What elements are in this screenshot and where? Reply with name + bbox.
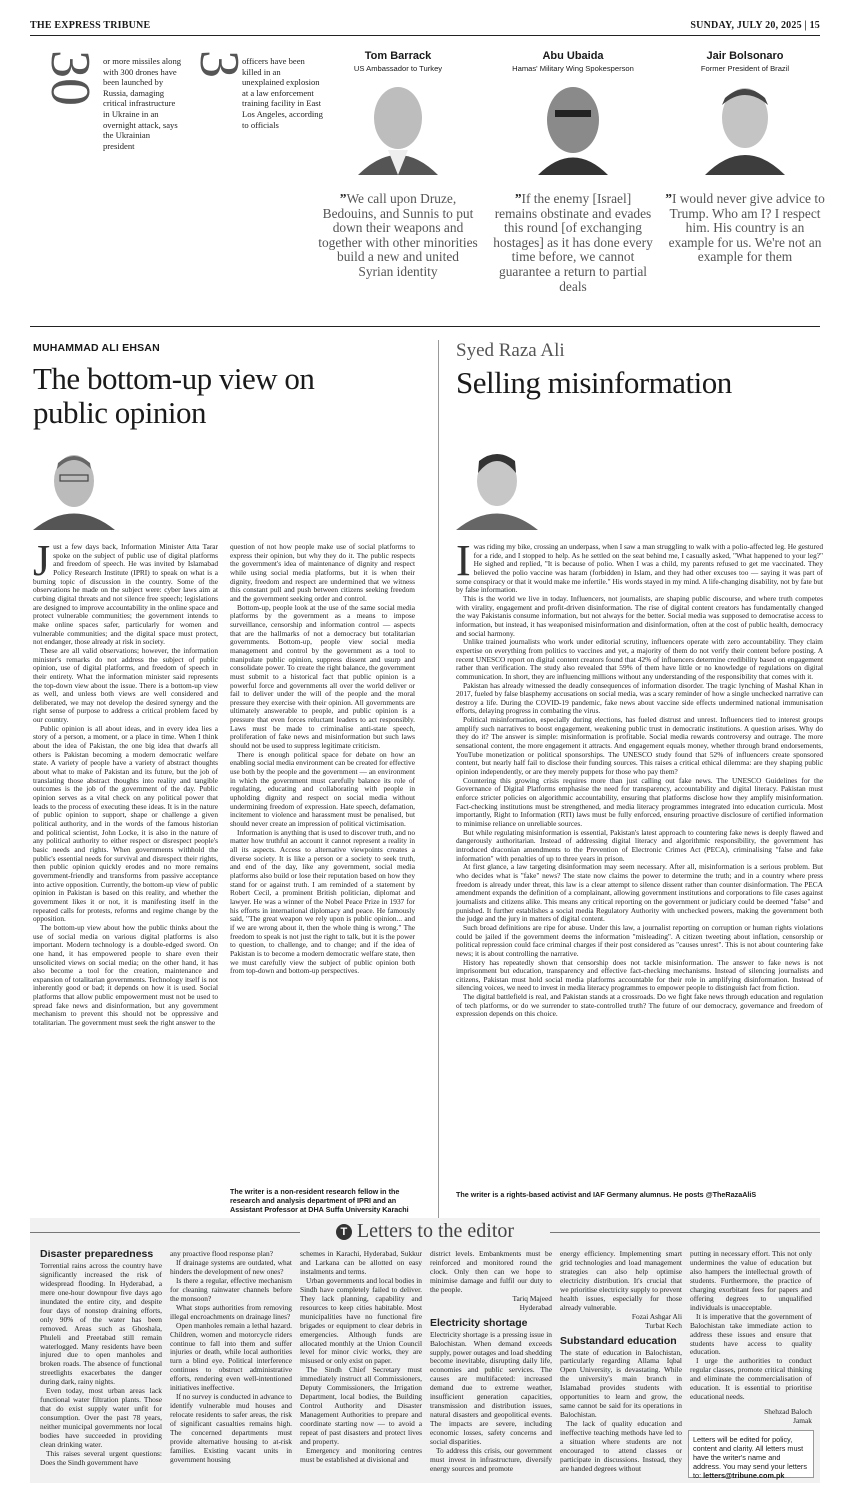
portrait-abu-ubaida: [533, 80, 613, 175]
author-photo-ehsan: [33, 445, 115, 530]
signature-name: Tariq Majeed: [512, 1293, 552, 1303]
paragraph: If drainage systems are outdated, what hinders the development of new ones?: [170, 1257, 292, 1276]
paragraph: The state of education in Balochistan, particularly regarding Allama Iqbal Open University, is devastating. While the university's main branch in Islamabad provides students with opportunities to learn and grow, the same cannot be said for its operations in Balochistan.: [560, 1347, 682, 1420]
paragraph: Is there a regular, effective mechanism for cleaning rainwater channels before the monsoon?: [170, 1275, 292, 1303]
paragraph: But while regulating misinformation is essential, Pakistan's latest approach to countering fake news is deeply flawed and dangerously authoritarian. Instead of addressing digital literacy and algorithmic responsibility, the government has introduced draconian amendments to the Prevention of Electronic Crimes Act (PECA), criminalising "false and fake information" with penalties of up to three years in prison.: [456, 827, 823, 863]
letters-section: [30, 1218, 820, 1483]
article1-byline: MUHAMMAD ALI EHSAN: [33, 342, 160, 354]
paragraph: energy efficiency. Implementing smart grid technologies and load management strategies can also help optimise electricity distribution. It's crucial that we prioritise electricity supply to prevent health issues, especially for those already vulnerable.: [560, 1250, 682, 1312]
paragraph: At first glance, a law targeting disinformation may seem necessary. After all, misinformation is a serious problem. But who decides what is "fake" news? The state now claims the power to determine the truth; and in a country where press freedom is already under threat, this law is a clear attempt to silence dissent rather than counter disinformation. The PECA amendment expands the definition of a complainant, allowing government institutions and corporations to file cases against journalists and citizens alike. This means any critical reporting on the government or judiciary could be deemed "false" and punished. It further establishes a social media Regulatory Authority with unchecked powers, making the government both the judge and the jury in matters of digital content.: [456, 862, 823, 924]
quote-name: Tom Barrack: [364, 50, 432, 62]
paragraph: If no survey is conducted in advance to identify vulnerable mud houses and relocate residents to safer areas, the risk of significant casualties remains high. The concerned departments must provide alternative housing to at-risk families. Existing vacant units in government housing: [170, 1392, 292, 1464]
quote-title: Former President of Brazil: [700, 64, 790, 73]
masthead-rule: [30, 35, 820, 36]
quote-title: Hamas' Military Wing Spokesperson: [512, 64, 634, 73]
paragraph: Public opinion is all about ideas, and in every idea lies a story of a person, a moment, or a place in time. When I think about the idea of Pakistan, the one big idea that dwarfs all others is Pakistan becoming a modern democratic welfare state. A variety of people have a variety of abstract thoughts about what to make of Pakistan and its future, but the job of translating those abstract thoughts into reality and tangible outcomes is the job of the government of the day. Public opinion serves as a vital check on any political power that leads to the process of executing these ideas. It is in the nature of public opinion to support, shape or challenge a given political authority, and in the words of the famous historian and political scientist, John Locke, it is also in the nature of any political authority to either respect or disrespect people's basic needs and rights. When governments withhold the public's essential needs for survival and disrespect their rights, then public opinion quickly erodes and no more remains government-friendly and transforms from passive acceptance into active opposition. Currently, the bottom-up view of public opinion in Pakistan is based on this reality, and whether the government likes it or not, it is manifesting itself in the repeated calls for protests, reforms and regime change by the opposition.: [33, 723, 218, 924]
paragraph: Political misinformation, especially during elections, has fueled distrust and unrest. Influencers tied to interest groups amplify such narratives to boost engagement, weakening public trust in democratic institutions. A question arises. Why do they do it? The answer is simple: misinformation is profitable. Social media rewards controversy and outrage. The more sensational content, the more engagement it attracts. And engagement equals money, whether through brand endorsements, YouTube monetization or political sponsorships. The UNESCO study found that 52% of influencers create sponsored content, but nearly half fail to disclose their funding sources. This raises a critical ethical dilemma: are they shaping public opinion independently, or are they merely puppets for those who pay them?: [456, 715, 823, 777]
letter-heading: Disaster preparedness: [40, 1250, 154, 1260]
drop-cap: I: [456, 543, 471, 585]
paragraph: putting in necessary effort. This not only undermines the value of education but also hampers the intellectual growth of students. Furthermore, the practice of charging exorbitant fees for papers and offering degrees to unqualified individuals is unacceptable.: [690, 1250, 812, 1312]
paragraph: To address this crisis, our government must invest in infrastructure, diversify energy sources and promote: [430, 1446, 552, 1473]
paragraph: Electricity shortage is a pressing issue in Balochistan. When demand exceeds supply, power outages and load shedding become inevitable, disrupting daily life, economies and public services. The causes are multifaceted: increased demand due to extreme weather, insufficient generation capacities, transmission and distribution issues, natural disasters and geopolitical events. The impacts are severe, including economic losses, safety concerns and social disparities.: [430, 1329, 552, 1447]
paragraph: This raises several urgent questions: Does the Sindh government have: [40, 1448, 162, 1467]
paragraph: These are all valid observations; however, the information minister's remarks do not address the subject of public opinion, use of digital platforms, and freedom of speech in their entirety. What the information minister said represents the top-down view about the issue. There is a bottom-up view as well, and unless both views are well considered and deliberated, we may not develop the desired synergy and the right sense of purpose to address a critical problem faced by our country.: [33, 645, 218, 725]
quote-text: ”We call upon Druze, Bedouins, and Sunnis to put down their weapons and together with other minorities build a new and united Syrian identity: [318, 191, 478, 279]
masthead-date: SUNDAY, JULY 20, 2025: [690, 20, 802, 31]
quote-card-3: [665, 50, 825, 320]
article2-headline: Selling misinformation: [456, 365, 732, 400]
paragraph: question of not how people make use of social platforms to express their opinion, but why they do it. The public respects the government's idea of maintenance of dignity and respect while using social media platforms, but it is when their dignity, freedom and respect are undermined that we witness this constant pull and push between citizens seeking freedom and the government seeking order and control.: [230, 543, 415, 603]
quote-name: Abu Ubaida: [542, 50, 604, 62]
letters-email-link[interactable]: letters@tribune.com.pk: [703, 1471, 785, 1480]
letter-col-6: [690, 1250, 812, 1408]
quote-name: Jair Bolsonaro: [706, 50, 784, 62]
signature-name: Shehzad Baloch: [764, 1408, 812, 1416]
letter-heading: Electricity shortage: [430, 1316, 528, 1329]
stat-number: 30: [39, 50, 101, 106]
paragraph: district levels. Embankments must be reinforced and monitored round the clock. Only then can we hope to minimise damage and fulfil our duty to the people.: [430, 1250, 552, 1294]
paragraph: It is imperative that the government of Balochistan take immediate action to address these issues and ensure that students have access to quality education.: [690, 1311, 812, 1357]
paragraph: schemes in Karachi, Hyderabad, Sukkur and Larkana can be allotted on easy instalments and terms.: [300, 1250, 422, 1276]
stat-box-2: [188, 50, 335, 200]
quote-text: ”If the enemy [Israel] remains obstinate and evades this round [of exchanging hostages] as it has done every time before, we cannot guarantee a return to partial deals: [493, 191, 653, 294]
letter-disaster-col-3: [300, 1250, 422, 1480]
section-rule: [30, 326, 820, 327]
quote-card-1: [318, 50, 478, 320]
paragraph: any proactive flood response plan?: [170, 1250, 274, 1258]
tribune-logo-icon: T: [336, 1224, 352, 1240]
letters-submission-note: [688, 1430, 814, 1478]
quote-title: US Ambassador to Turkey: [353, 64, 443, 73]
paragraph: Pakistan has already witnessed the deadly consequences of information disorder. The tragic lynching of Mashal Khan in 2017, fueled by false blasphemy accusations on social media, was a scary reminder of how a single unchecked narrative can destroy a life. During the COVID-19 pandemic, fake news about vaccine side effects undermined national immunisation efforts, delaying progress in combating the virus.: [456, 680, 823, 716]
column-divider: [438, 340, 439, 1220]
signature-place: Turbat Kech: [645, 1320, 682, 1330]
paragraph: Bottom-up, people look at the use of the same social media platforms by the government as a means to impose surveillance, censorship and information control — aspects that are the hallmarks of not a democracy but totalitarian governments. Bottom-up, people view social media management and control by the government as a tool to manipulate public opinion, suppress dissent and usurp and consolidate power. To create the right balance, the government must submit to a historical fact that public opinion is a powerful force and governments all over the world deliver or fail to deliver under the will of the people and the moral pressure they exercise with their opinion. All governments are ultimately answerable to people, and public opinion is a pressure that even forces reluctant leaders to act responsibly. Laws must be made to criminalise anti-state speech, proliferation of fake news and misinformation but such laws should not be used to suppress legitimate criticism.: [230, 602, 415, 751]
paragraph: History has repeatedly shown that censorship does not tackle misinformation. The answer to fake news is not imprisonment but education, transparency and effective fact-checking mechanisms. Instead of silencing journalists and citizens, Pakistan must hold social media platforms accountable for their role in amplifying disinformation. Instead of silencing voices, we need to invest in media literacy programmes to empower people to distinguish fact from fiction.: [456, 957, 823, 993]
letter-col-5: [560, 1250, 682, 1480]
paragraph: Unlike trained journalists who work under editorial scrutiny, influencers operate with zero accountability. They claim expertise on everything from politics to vaccines and yet, a majority of them do not verify their content before posting. A recent UNESCO report on digital content creators found that 42% of influencers determine credibility based on engagement rather than verification. The study also revealed that 59% of them have little or no knowledge of regulations on digital communication. In short, they are influencing millions without any understanding of the responsibility that comes with it.: [456, 637, 823, 681]
article1-column-2: [230, 543, 415, 1173]
paragraph: was riding my bike, crossing an underpass, when I saw a man struggling to walk with a polio-affected leg. He gestured for a ride, and I stopped to help. As he settled on the seat behind me, I casually asked, "What happened to your leg?" He sighed and replied, "It is because of polio. When I was a child, my parents refused to get me vaccinated. They believed the polio vaccine was haram (forbidden) in Islam, and they had other excuses too — saying it was part of some conspiracy or that it would make me infertile." His words stayed in my mind. A life-changing disability, not by fate but by false information.: [456, 543, 823, 595]
paragraph: Urban governments and local bodies in Sindh have completely failed to deliver. They lack planning, capability and resources to keep cities habitable. Most municipalities have no functional fire brigades or equipment to clear debris in emergencies. Although funds are allocated monthly at the Union Council level for minor civic works, they are misused or only exist on paper.: [300, 1275, 422, 1366]
stat-text: or more missiles along with 300 drones have been launched by Russia, damaging critical infrastructure in Ukraine in an overnight attack, says the Ukrainian president: [103, 56, 182, 151]
stat-text: officers have been killed in an unexplained explosion at a law enforcement training facility in East Los Angeles, according to officials: [242, 56, 323, 130]
paragraph: I urge the authorities to conduct regular classes, promote critical thinking and eliminate the commercialisation of education. It is essential to prioritise educational needs.: [690, 1356, 812, 1402]
letter-col-4: [430, 1250, 552, 1480]
article2-author-note: The writer is a rights-based activist and IAF Germany alumnus. He posts @TheRazaAliS: [456, 1190, 757, 1199]
drop-cap: J: [33, 543, 51, 585]
author-photo-raza-ali: [456, 445, 538, 530]
paragraph: The digital battlefield is real, and Pakistan stands at a crossroads. Do we fight fake news through education and regulation of tech platforms, or do we surrender to state-controlled truth? The future of our democracy, governance and freedom of expression depends on this choice.: [456, 992, 823, 1019]
letter-heading: Substandard education: [560, 1334, 677, 1347]
paragraph: What stops authorities from removing illegal encroachments on drainage lines?: [170, 1302, 292, 1321]
paragraph: ust a few days back, Information Minister Atta Tarar spoke on the subject of public use of digital platforms and freedom of speech. He was invited by Islamabad Policy Research Institute (IPRI) to speak on what is a burning topic of discussion in the country. Some of the observations he made on the subject were: cyber laws aim at curbing digital threats and not silence free speech; legislations are designed to improve accountability in the online space and protect vulnerable communities; the government intends to make online spaces safer, particularly for women and vulnerable communities; and the digital space must protect, not endanger, those already at risk in society.: [33, 543, 218, 647]
article2-body: [456, 543, 823, 1183]
masthead-dateline: SUNDAY, JULY 20, 2025 | 15: [690, 20, 820, 31]
portrait-jair-bolsonaro: [705, 80, 785, 175]
letters-rule-right: [550, 1232, 820, 1233]
paragraph: Information is anything that is used to discover truth, and no matter how truthful an account it cannot represent a reality in all its aspects. Access to alternative viewpoints creates a diverse society. It is like a person or a society to seek truth, and end of the day, like any government, social media platforms also build or lose their reputation based on how they stand for or against truth. I am reminded of a statement by Robert Cecil, a prominent British politician, diplomat and lawyer. He was a winner of the Nobel Peace Prize in 1937 for his efforts in international diplomacy and peace. He famously said, "The great weapon we rely upon is public opinion... and if we are wrong about it, then the whole thing is wrong." The freedom to speak is not just the right to talk, but it is the power to question, to challenge, and to change; and if the idea of Pakistan is to become a modern democratic welfare state, then we must carefully view the subject of public opinion both from top-down and bottom-up perspectives.: [230, 827, 415, 976]
paragraph: Countering this growing crisis requires more than just calling out fake news. The UNESCO Guidelines for the Governance of Digital Platforms emphasise the need for transparency, accountability and digital literacy. Pakistan must enforce stricter policies on algorithmic accountability, ensuring that platforms disclose how they amplify misinformation. Fact-checking institutions must be strengthened, and media literacy programmes integrated into education curricula. Most importantly, Right to Information (RTI) laws must be fully enforced, ensuring proactive disclosure of certified information to minimise reliance on unreliable sources.: [456, 775, 823, 828]
signature-name: Fozai Ashgar Ali: [631, 1311, 682, 1321]
paragraph: Emergency and monitoring centres must be established at divisional and: [300, 1445, 422, 1464]
letters-heading: [300, 1220, 550, 1243]
paragraph: The lack of quality education and ineffective teaching methods have led to a situation where students are not encouraged to attend classes or participate in discussions. Instead, they are handed degrees without: [560, 1419, 682, 1473]
signature-place: Jamak: [793, 1415, 812, 1425]
stat-box-1: [39, 50, 190, 200]
paragraph: The Sindh Chief Secretary must immediately instruct all Commissioners, Deputy Commissioners, the Irrigation Department, local bodies, the Building Control Authority and Disaster Management Authorities to prepare and coordinate starting now — to avoid a repeat of past disasters and protect lives and property.: [300, 1365, 422, 1447]
letter-disaster-col-2: [170, 1250, 292, 1480]
portrait-tom-barrack: [358, 80, 438, 175]
quote-text: ”I would never give advice to Trump. Who am I? I respect him. His country is an example for us. We're not an example for them: [665, 191, 825, 265]
quote-card-2: [493, 50, 653, 320]
masthead-paper: THE EXPRESS TRIBUNE: [30, 20, 151, 31]
letters-rule-left: [30, 1232, 300, 1233]
stat-number: 3: [188, 50, 250, 78]
paragraph: Open manholes remain a lethal hazard. Children, women and motorcycle riders continue to fall into them and suffer injuries or death, while local authorities turn a blind eye. Political interference continues to obstruct administrative efforts, rendering even well-intentioned initiatives ineffective.: [170, 1320, 292, 1393]
paragraph: There is enough political space for debate on how an enabling social media environment can be created for effective use both by the people and the government — an environment in which the government must carefully balance its role of regulating, educating and collaborating with people in upholding dignity and respect on social media without undermining freedom of expression. Hate speech, defamation, incitement to violence and harassment must be penalised, but should never create an impression of political victimisation.: [230, 749, 415, 828]
paragraph: Even today, most urban areas lack functional water filtration plants. Those that do exist supply water unfit for consumption. Over the past 78 years, neither municipal governments nor local bodies have succeeded in providing clean drinking water.: [40, 1386, 162, 1450]
article1-author-note: The writer is a non-resident research fellow in the research and analysis department of IPRI and an Assistant Professor at DHA Suffa University Karachi: [230, 1187, 409, 1214]
paragraph: This is the world we live in today. Influencers, not journalists, are shaping public discourse, and where truth competes with virality, engagement and profit-driven disinformation. The rise of digital content creators has fundamentally changed the way Pakistanis consume information, but not always for the better. Social media was supposed to democratise access to information, but instead, it has weaponised misinformation and disinformation, often at the cost of public health, democracy and social harmony.: [456, 593, 823, 638]
letter-disaster-col-1: [40, 1250, 162, 1480]
paragraph: Such broad definitions are ripe for abuse. Under this law, a journalist reporting on corruption or human rights violations could be jailed if the government deems the information "misleading". A citizen tweeting about inflation, censorship or political repression could face criminal charges if their post considered as "causes unrest". This is not about countering fake news; it is about controlling the narrative.: [456, 922, 823, 958]
signature-place: Hyderabad: [519, 1302, 552, 1312]
note-text: Letters will be edited for policy, content and clarity. All letters must have the writer's name and address. You may send your letters to:: [693, 1435, 807, 1480]
article2-byline: Syed Raza Ali: [456, 340, 565, 361]
letters-title: Letters to the editor: [356, 1220, 515, 1242]
article1-column-1: [33, 543, 218, 1213]
page-number: 15: [809, 20, 820, 31]
paragraph: Torrential rains across the country have significantly increased the risk of widespread flooding. In Hyderabad, a mere one-hour downpour five days ago inundated the entire city, and despite four days of nonstop draining efforts, only 90% of the water has been removed. Areas such as Ghoshala, Phuleli and Preetabad still remain waterlogged. Many residents have been injured due to open manholes and broken roads. The absence of functional streetlights exacerbates the danger during dark, rainy nights.: [40, 1260, 162, 1387]
article1-headline: The bottom-up view on public opinion: [33, 361, 315, 430]
letter-col-6-signature: [690, 1408, 812, 1426]
paragraph: The bottom-up view about how the public thinks about the use of social media on various digital platforms is also important. Modern technology is a double-edged sword. On one hand, it has empowered people to share even their unsolicited views on social media; on the other hand, it has also become a tool for the creation, maintenance and expansion of totalitarian governments. Technology itself is not inherently good or bad; it depends on how it is used. Social platforms that allow public empowerment must not be used to spread fake news and disinformation, but any government mechanism to prevent this should not be oppressive and totalitarian. The government must seek the right answer to the: [33, 922, 218, 1028]
